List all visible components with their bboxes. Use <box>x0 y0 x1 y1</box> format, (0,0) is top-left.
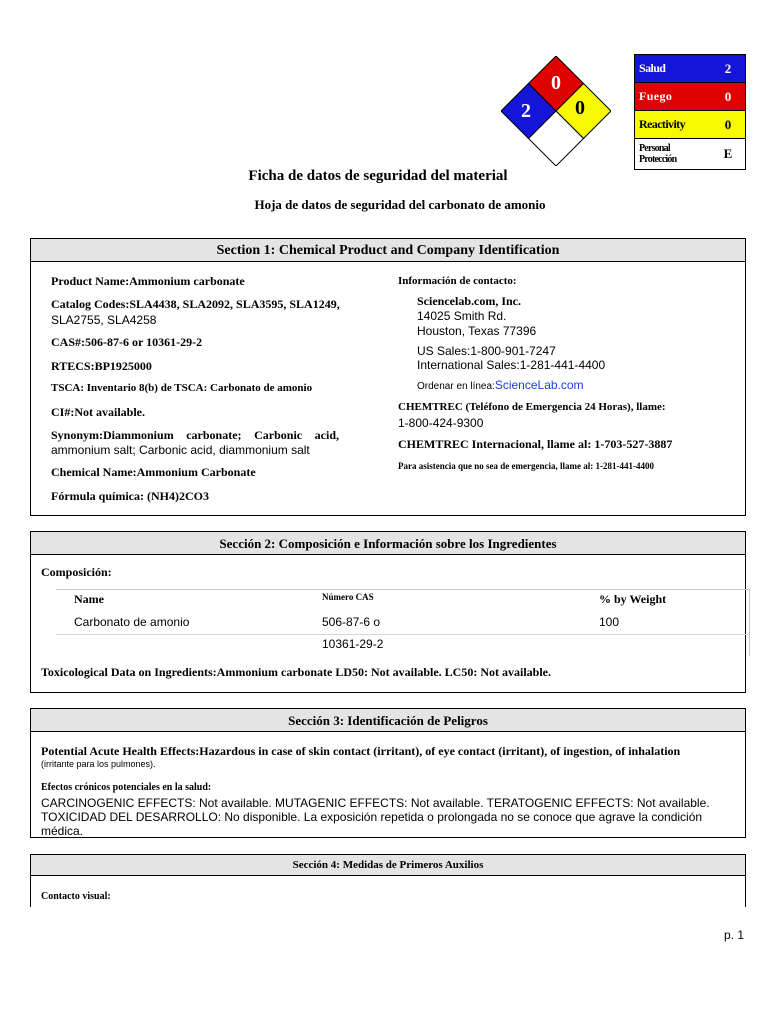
hmis-health-label: Salud <box>639 61 666 75</box>
chronic-effects-label: Efectos crónicos potenciales en la salud: <box>41 782 212 793</box>
column-header-name: Name <box>74 592 104 606</box>
eye-contact-label: Contacto visual: <box>41 891 111 902</box>
document-subtitle: Hoja de datos de seguridad del carbonato de amonio <box>254 197 546 212</box>
hmis-protection-value: E <box>723 146 733 161</box>
page-number: p. 1 <box>724 928 745 942</box>
product-name: Product Name:Ammonium carbonate <box>51 274 245 288</box>
ci-number: CI#:Not available. <box>51 405 145 419</box>
nfpa-health-value: 2 <box>521 100 531 122</box>
toxicological-data: Toxicological Data on Ingredients:Ammonium carbonate LD50: Not available. LC50: Not available. <box>41 665 551 679</box>
nfpa-flammability-value: 0 <box>551 72 561 94</box>
hmis-protection-row <box>635 139 745 169</box>
ingredient-cas-1: 506-87-6 o <box>322 615 381 629</box>
us-sales-phone: US Sales:1-800-901-7247 <box>417 344 556 358</box>
composition-table <box>56 589 750 656</box>
nfpa-fire-diamond <box>501 56 611 166</box>
order-online <box>417 378 584 392</box>
chemical-name: Chemical Name:Ammonium Carbonate <box>51 465 256 479</box>
hmis-protection-label-line1: Personal <box>639 143 670 154</box>
catalog-codes: Catalog Codes:SLA4438, SLA2092, SLA3595, SLA1249, <box>51 297 340 311</box>
hmis-reactivity-row <box>635 111 745 139</box>
ingredient-weight: 100 <box>599 615 620 629</box>
chronic-effects-line-1: CARCINOGENIC EFFECTS: Not available. MUTAGENIC EFFECTS: Not available. TERATOGENIC EFFECTS: Not available. <box>41 796 710 810</box>
address-line-2: Houston, Texas 77396 <box>417 324 537 338</box>
document-title: Ficha de datos de seguridad del material <box>248 168 508 184</box>
chemtrec-phone: 1-800-424-9300 <box>398 416 484 430</box>
hmis-protection-label-line2: Protección <box>639 154 677 165</box>
acute-health-effects: Potential Acute Health Effects:Hazardous in case of skin contact (irritant), of eye contact (irritant), of ingestion, of inhalation <box>41 744 681 758</box>
hmis-protection-label <box>635 143 711 165</box>
hmis-fire-value: 0 <box>724 88 732 104</box>
chemtrec-international: CHEMTREC Internacional, llame al: 1-703-527-3887 <box>398 437 673 451</box>
hmis-health-row <box>635 55 745 83</box>
section-3 <box>30 708 746 838</box>
chemical-formula: Fórmula química: (NH4)2CO3 <box>51 489 209 503</box>
address-line-1: 14025 Smith Rd. <box>417 309 507 323</box>
chemtrec-label: CHEMTREC (Teléfono de Emergencia 24 Horas), llame: <box>398 401 666 413</box>
tsca-status: TSCA: Inventario 8(b) de TSCA: Carbonato de amonio <box>51 382 313 394</box>
rtecs-number: RTECS:BP1925000 <box>51 359 152 373</box>
company-name: Sciencelab.com, Inc. <box>417 294 521 308</box>
ingredient-cas-2: 10361-29-2 <box>322 637 384 651</box>
section-4-heading: Sección 4: Medidas de Primeros Auxilios <box>31 855 745 876</box>
hmis-reactivity-label: Reactivity <box>639 117 685 131</box>
section-1-heading: Section 1: Chemical Product and Company Identification <box>31 239 745 262</box>
non-emergency-phone: Para asistencia que no sea de emergencia, llame al: 1-281-441-4400 <box>398 461 654 471</box>
section-2 <box>30 531 746 693</box>
nfpa-reactivity-value: 0 <box>575 97 585 119</box>
catalog-codes-cont: SLA2755, SLA4258 <box>51 313 157 327</box>
cas-number: CAS#:506-87-6 or 10361-29-2 <box>51 335 203 349</box>
order-online-label: Ordenar en línea: <box>417 381 495 392</box>
hmis-reactivity-value: 0 <box>724 116 732 132</box>
chronic-effects-line-2: TOXICIDAD DEL DESARROLLO: No disponible. La exposición repetida o prolongada no se conoce que agrave la condición médica. <box>41 810 703 838</box>
column-header-weight: % by Weight <box>599 592 667 606</box>
composition-label: Composición: <box>41 565 112 579</box>
section-3-heading: Sección 3: Identificación de Peligros <box>31 709 745 732</box>
row-divider <box>56 634 749 635</box>
section-2-heading: Sección 2: Composición e Información sobre los Ingredientes <box>31 532 745 555</box>
ingredient-name: Carbonato de amonio <box>74 615 190 629</box>
contact-heading: Información de contacto: <box>398 275 517 287</box>
international-sales-phone: International Sales:1-281-441-4400 <box>417 358 606 372</box>
hmis-fire-row <box>635 83 745 111</box>
section-1 <box>30 238 746 516</box>
section-4 <box>30 854 746 907</box>
hmis-fire-label: Fuego <box>639 89 673 103</box>
synonym: Synonym:Diammonium carbonate; Carbonic acid, <box>51 428 339 442</box>
sciencelab-link[interactable]: ScienceLab.com <box>494 378 584 392</box>
hmis-rating-table <box>634 54 746 170</box>
column-header-cas: Número CAS <box>322 592 374 602</box>
acute-health-note: (irritante para los pulmones). <box>41 759 156 769</box>
hmis-health-value: 2 <box>724 60 732 76</box>
synonym-cont: ammonium salt; Carbonic acid, diammonium salt <box>51 443 310 457</box>
